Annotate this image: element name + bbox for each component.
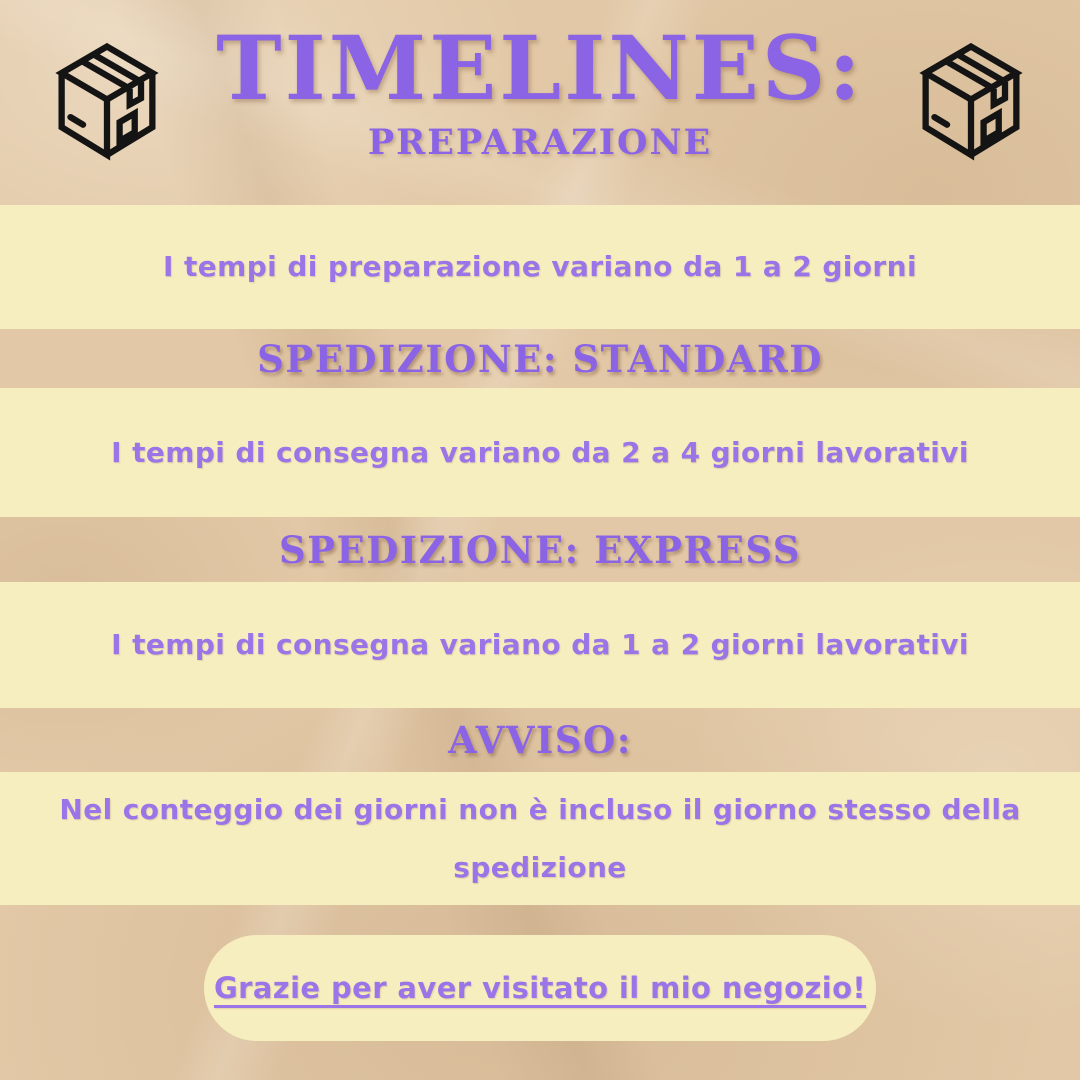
footer [0,905,1080,1080]
thanks-pill-button[interactable] [204,935,876,1041]
band-standard-time [0,388,1080,517]
section-heading-preparazione: PREPARAZIONE [367,122,713,164]
standard-time-text: I tempi di consegna variano da 2 a 4 giorni lavorativi [111,435,969,469]
band-preparation-time [0,205,1080,329]
notice-text [59,781,1020,896]
section-heading-express: SPEDIZIONE: EXPRESS [278,527,802,572]
notice-text-line-2: spedizione [453,850,627,884]
band-heading-avviso [0,708,1080,772]
notice-text-line-1: Nel conteggio dei giorni non è incluso il giorno stesso della [59,793,1021,827]
thanks-link[interactable]: Grazie per aver visitato il mio negozio! [213,971,867,1005]
band-heading-standard [0,329,1080,388]
section-heading-avviso: AVVISO: [448,718,632,762]
section-heading-standard: SPEDIZIONE: STANDARD [257,336,823,381]
express-time-text: I tempi di consegna variano da 1 a 2 giorni lavorativi [111,628,969,662]
package-box-icon [908,26,1034,178]
band-heading-express [0,517,1080,582]
preparation-time-text: I tempi di preparazione variano da 1 a 2 giorni [163,250,917,284]
package-box-icon [44,26,170,178]
header [0,0,1080,205]
band-express-time [0,582,1080,708]
page-title: TIMELINES: [216,16,864,120]
band-notice [0,772,1080,905]
